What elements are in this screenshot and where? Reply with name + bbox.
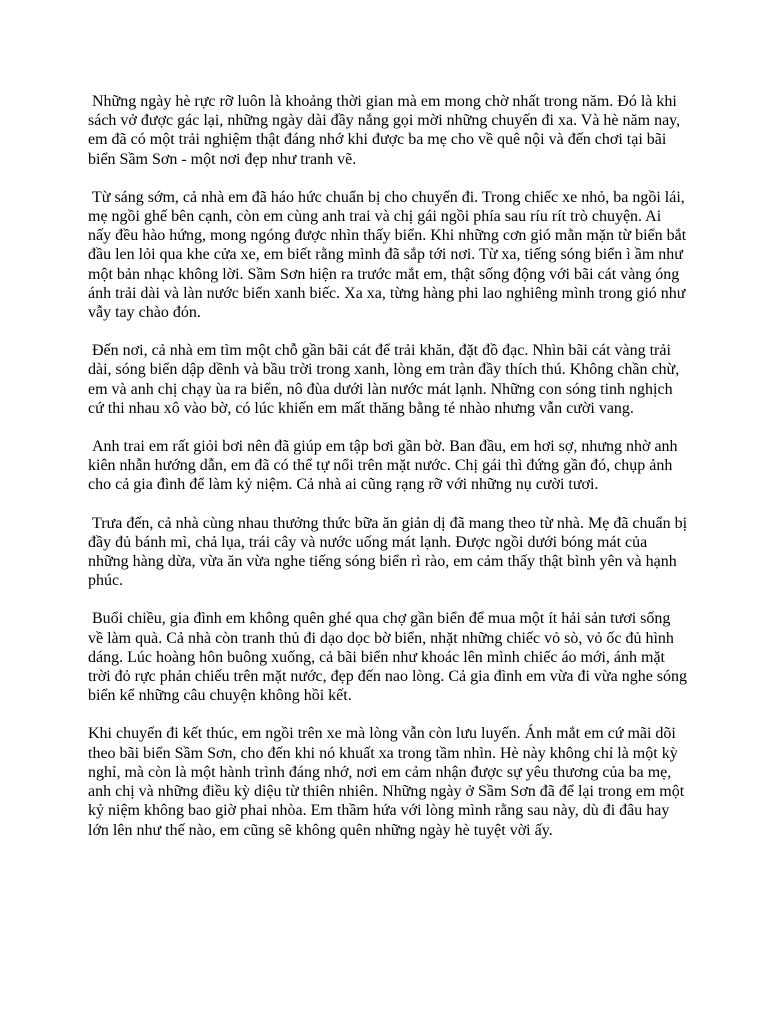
paragraph-2: Từ sáng sớm, cả nhà em đã háo hức chuẩn bị cho chuyến đi. Trong chiếc xe nhỏ, ba ngồi lái, mẹ ngồi ghế bên cạnh, còn em cùng anh trai và chị gái ngồi phía sau ríu rít trò chuyện. Ai nấy đều hào hứng, mong ngóng được nhìn thấy biển. Khi những cơn gió mằn mặn từ biển bắt đầu len lỏi qua khe cửa xe, em biết rằng mình đã sắp tới nơi. Từ xa, tiếng sóng biển ì ầm như một bản nhạc không lời. Sầm Sơn hiện ra trước mắt em, thật sống động với bãi cát vàng óng ánh trải dài và làn nước biển xanh biếc. Xa xa, từng hàng phi lao nghiêng mình trong gió như vẫy tay chào đón. bbox=[88, 188, 691, 322]
paragraph-7: Khi chuyến đi kết thúc, em ngồi trên xe mà lòng vẫn còn lưu luyến. Ánh mắt em cứ mãi dõi theo bãi biển Sầm Sơn, cho đến khi nó khuất xa trong tầm nhìn. Hè này không chỉ là một kỳ nghỉ, mà còn là một hành trình đáng nhớ, nơi em cảm nhận được sự yêu thương của ba mẹ, anh chị và những điều kỳ diệu từ thiên nhiên. Những ngày ở Sầm Sơn đã để lại trong em một kỷ niệm không bao giờ phai nhòa. Em thầm hứa với lòng mình rằng sau này, dù đi đâu hay lớn lên như thế nào, em cũng sẽ không quên những ngày hè tuyệt vời ấy. bbox=[88, 725, 689, 839]
paragraph-3: Đến nơi, cả nhà em tìm một chỗ gần bãi cát để trải khăn, đặt đồ đạc. Nhìn bãi cát vàng trải dài, sóng biển dập dềnh và bầu trời trong xanh, lòng em tràn đầy thích thú. Không chần chừ, em và anh chị chạy ùa ra biển, nô đùa dưới làn nước mát lạnh. Những con sóng tinh nghịch cứ thi nhau xô vào bờ, có lúc khiến em mất thăng bằng té nhào nhưng vẫn cười vang. bbox=[88, 342, 684, 417]
paragraph-5: Trưa đến, cả nhà cùng nhau thưởng thức bữa ăn giản dị đã mang theo từ nhà. Mẹ đã chuẩn bị đầy đủ bánh mì, chả lụa, trái cây và nước uống mát lạnh. Được ngồi dưới bóng mát của những hàng dừa, vừa ăn vừa nghe tiếng sóng biển rì rào, em cảm thấy thật bình yên và hạnh phúc. bbox=[88, 514, 692, 590]
paragraph-4: Anh trai em rất giỏi bơi nên đã giúp em tập bơi gần bờ. Ban đầu, em hơi sợ, nhưng nhờ anh kiên nhẫn hướng dẫn, em đã có thể tự nổi trên mặt nước. Chị gái thì đứng gần đó, chụp ảnh cho cả gia đình để làm kỷ niệm. Cả nhà ai cũng rạng rỡ với những nụ cười tươi. bbox=[88, 438, 682, 494]
paragraph-1: Những ngày hè rực rỡ luôn là khoảng thời gian mà em mong chờ nhất trong năm. Đó là khi sách vở được gác lại, những ngày dài đầy nắng gọi mời những chuyến đi xa. Và hè năm nay, em đã có một trải nghiệm thật đáng nhớ khi được ba mẹ cho về quê nội và đến chơi tại bãi biển Sầm Sơn - một nơi đẹp như tranh vẽ. bbox=[88, 93, 685, 168]
paragraph-6: Buổi chiều, gia đình em không quên ghé qua chợ gần biển để mua một ít hải sản tươi sống về làm quà. Cả nhà còn tranh thủ đi dạo dọc bờ biển, nhặt những chiếc vỏ sò, vỏ ốc đủ hình dáng. Lúc hoàng hôn buông xuống, cả bãi biển như khoác lên mình chiếc áo mới, ánh mặt trời đỏ rực phản chiếu trên mặt nước, đẹp đến nao lòng. Cả gia đình em vừa đi vừa nghe sóng biển kể những câu chuyện không hồi kết. bbox=[88, 610, 692, 705]
document-body bbox=[88, 92, 692, 859]
